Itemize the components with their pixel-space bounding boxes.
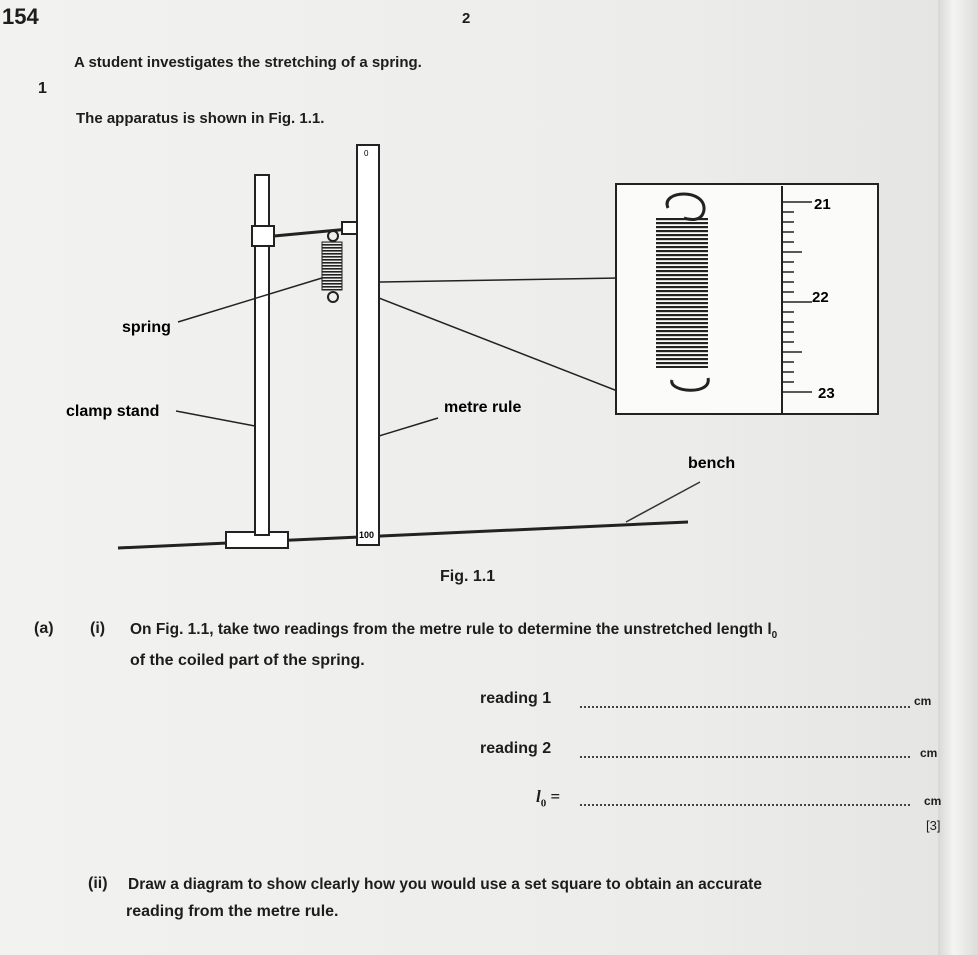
part-a-i-label: (i) <box>90 620 106 637</box>
label-spring: spring <box>122 319 171 336</box>
l0-label: $l_0$ = <box>536 787 561 810</box>
part-ii-label: (ii) <box>88 875 108 892</box>
zoom-line-bottom <box>379 298 620 392</box>
reading-1-label: reading 1 <box>480 690 552 707</box>
reading-1-answer-line[interactable] <box>580 706 910 708</box>
part-ii-text-line2: reading from the metre rule. <box>126 903 339 920</box>
spring-leader <box>178 278 322 322</box>
zoom-mark-23: 23 <box>818 385 835 402</box>
apparatus-text: The apparatus is shown in Fig. 1.1. <box>76 110 325 127</box>
label-metre-rule: metre rule <box>444 399 522 416</box>
l0-answer-line[interactable] <box>580 804 910 806</box>
rule-top-mark: 0 <box>364 149 369 158</box>
marks-3: [3] <box>926 818 941 833</box>
question-number: 1 <box>38 80 47 97</box>
zoom-mark-21: 21 <box>814 196 831 213</box>
boss <box>252 226 274 246</box>
metre-rule-leader <box>379 418 438 436</box>
bench-line <box>118 522 688 548</box>
l0-unit: cm <box>924 794 942 808</box>
page-number: 2 <box>462 10 471 27</box>
label-bench: bench <box>688 455 736 472</box>
reading-2-label: reading 2 <box>480 740 552 757</box>
page-edge <box>938 0 978 955</box>
zoom-box <box>616 184 878 414</box>
zoom-line-top <box>379 278 620 282</box>
page-code: 154 <box>2 4 39 29</box>
part-a-text-line1: On Fig. 1.1, take two readings from the metre rule to determine the unstretched length $l_0$ <box>130 621 778 642</box>
clamp-stand-leader <box>176 411 255 426</box>
metre-rule <box>357 145 379 545</box>
part-a-text-line2: of the coiled part of the spring. <box>130 652 365 669</box>
question-intro: A student investigates the stretching of a spring. <box>74 54 422 71</box>
figure-1-1 <box>0 130 900 570</box>
label-clamp-stand: clamp stand <box>66 403 160 420</box>
zoom-mark-22: 22 <box>812 289 829 306</box>
part-ii-text-line1: Draw a diagram to show clearly how you would use a set square to obtain an accurate <box>128 876 762 893</box>
spring-small <box>322 231 342 302</box>
rule-bottom-mark: 100 <box>359 530 375 540</box>
bench-pointer <box>626 482 700 522</box>
spring-zoomed <box>656 194 708 390</box>
reading-1-unit: cm <box>914 694 932 708</box>
reading-2-answer-line[interactable] <box>580 756 910 758</box>
part-a-label: (a) <box>34 620 54 637</box>
figure-caption: Fig. 1.1 <box>440 568 496 585</box>
reading-2-unit: cm <box>920 746 938 760</box>
